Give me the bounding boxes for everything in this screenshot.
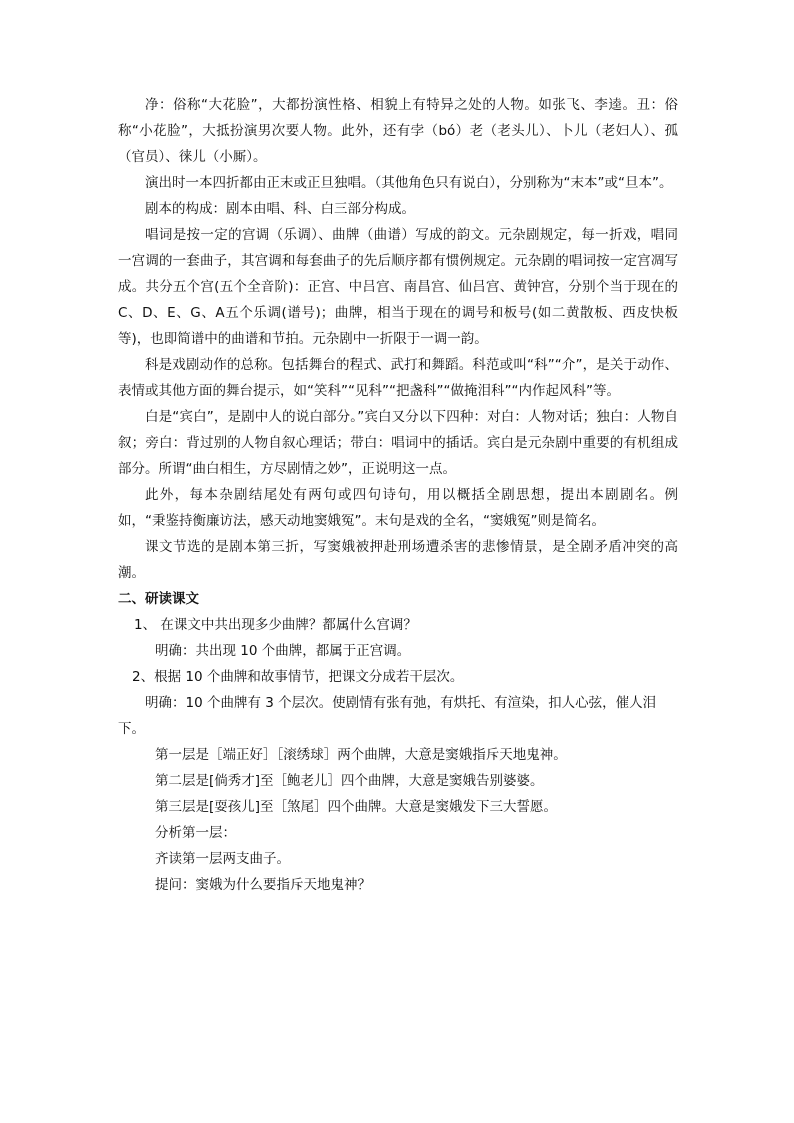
section-heading: 二、研读课文 [118, 591, 199, 607]
layer-2: 第二层是[倘秀才]至［鲍老儿］四个曲牌，大意是窦娥告别婆婆。 [155, 773, 544, 789]
layer-1: 第一层是［端正好］［滚绣球］两个曲牌，大意是窦娥指斥天地鬼神。 [155, 747, 567, 763]
paragraph-lyrics: 唱词是按一定的宫调（乐调）、曲牌（曲谱）写成的韵文。元杂剧规定，每一折戏，唱同一宫调的一套曲子，其宫调和每套曲子的先后顺序都有惯例规定。元杂剧的唱词按一定宫凋写成。共分五个宫(五个全音阶)：正宫、中吕宫、南昌宫、仙吕宫、黄钟宫，分别个当于现在的C、D、E、G、A五个乐调(谱号)；曲牌，相当于现在的调号和板号(如二黄散板、西皮快板等)，也即简谱中的曲谱和节拍。元杂剧中一折限于一调一韵。 [118, 227, 678, 347]
question-2: 2、根据 10 个曲牌和故事情节，把课文分成若干层次。 [132, 669, 464, 685]
analysis-read: 齐读第一层两支曲子。 [155, 851, 290, 867]
paragraph-excerpt: 课文节选的是剧本第三折，写窦娥被押赴刑场遭杀害的悲惨情景，是全剧矛盾冲突的高潮。 [118, 539, 678, 581]
paragraph-script-structure: 剧本的构成：剧本由唱、科、白三部分构成。 [145, 201, 415, 217]
paragraph-bai: 白是“宾白”，是剧中人的说白部分。”宾白又分以下四种：对白：人物对话；独白：人物自叙；旁白：背过别的人物自叙心理话；带白：唱词中的插话。宾白是元杂剧中重要的有机组成部分。所谓“曲白相生，方尽剧情之妙”，正说明这一点。 [118, 409, 678, 477]
question-1: 1、 在课文中共出现多少曲牌？都属什么宫调？ [134, 617, 417, 633]
analysis-heading: 分析第一层： [155, 825, 236, 841]
answer-1: 明确：共出现 10 个曲牌，都属于正宫调。 [155, 643, 411, 659]
paragraph-title-poem: 此外，每本杂剧结尾处有两句或四句诗句，用以概括全剧思想，提出本剧剧名。例如，“秉鉴持衡廉访法，感天动地窦娥冤”。末句是戏的全名，“窦娥冤”则是简名。 [118, 487, 678, 529]
answer-2: 明确：10 个曲牌有 3 个层次。使剧情有张有弛，有烘托、有渲染，扣人心弦，催人泪下。 [118, 695, 657, 737]
analysis-question: 提问：窦娥为什么要指斥天地鬼神？ [155, 877, 371, 893]
layer-3: 第三层是[耍孩儿]至［煞尾］四个曲牌。大意是窦娥发下三大誓愿。 [155, 799, 558, 815]
paragraph-performance: 演出时一本四折都由正末或正旦独唱。（其他角色只有说白），分别称为“末本”或“旦本”。 [145, 175, 673, 191]
paragraph-ke: 科是戏剧动作的总称。包括舞台的程式、武打和舞蹈。科范或叫“科”“介”，是关于动作、表情或其他方面的舞台提示，如“笑科”“见科”“把盏科”“做掩泪科”“内作起风科”等。 [118, 357, 678, 399]
paragraph-jing-chou: 净：俗称“大花脸”，大都扮演性格、相貌上有特异之处的人物。如张飞、李逵。丑：俗称“小花脸”，大抵扮演男次要人物。此外，还有孛（bó）老（老头儿）、卜儿（老妇人）、孤（官员）、徕儿（小厮）。 [118, 97, 678, 165]
document-page [118, 92, 678, 898]
